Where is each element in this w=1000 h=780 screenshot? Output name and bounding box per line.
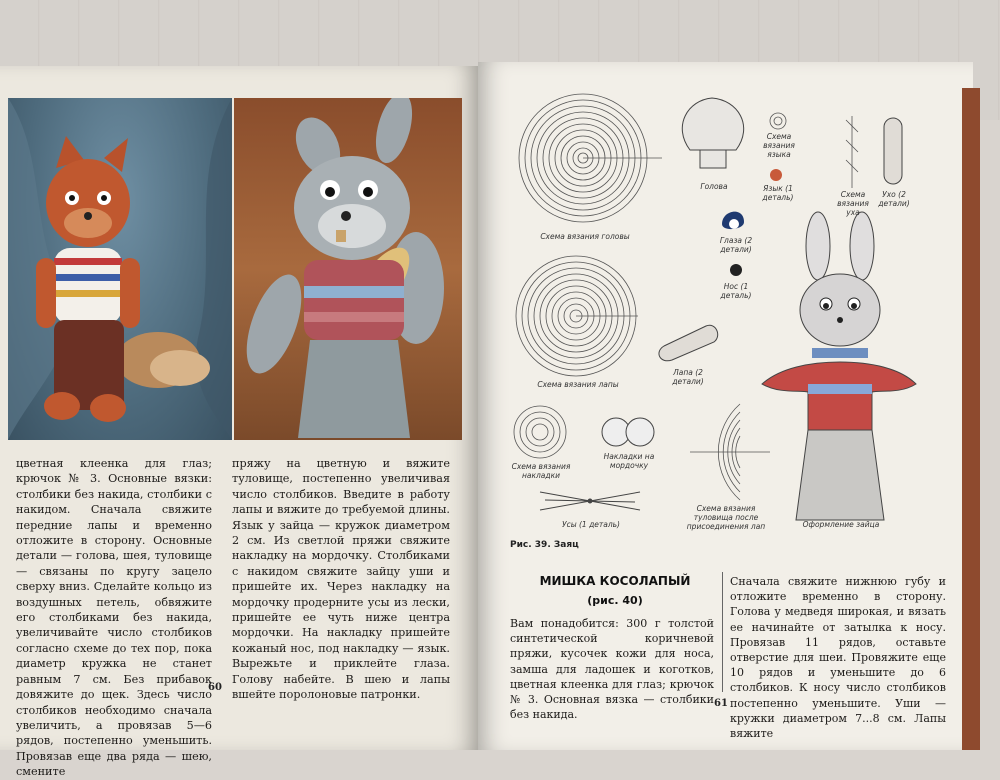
label-bunny: Оформление зайца	[802, 520, 880, 529]
paw-shape	[659, 325, 718, 361]
label-head-scheme: Схема вязания головы	[540, 232, 630, 241]
label-body-scheme: Схема вязания туловища после присоединения лап	[686, 504, 766, 531]
right-text-column-1: Вам понадобится: 300 г толстой синтетической коричневой пряжи, кусочек кожи для носа, замша для ладошек и коготков, цветная клеенка для глаз; крючок № 3. Основная вязка — столбики без накида.	[510, 617, 714, 722]
page-number-right: 61	[714, 698, 728, 709]
body-scheme-diagram	[690, 404, 770, 500]
whiskers-shape	[540, 492, 640, 510]
label-eyes: Глаза (2 детали)	[719, 236, 753, 254]
section-heading: МИШКА КОСОЛАПЫЙ	[539, 574, 691, 588]
label-ear: Ухо (2 детали)	[878, 190, 910, 208]
tongue-scheme-diagram	[770, 113, 786, 129]
ear-shape	[884, 118, 902, 184]
bunny-illustration	[762, 212, 916, 520]
figure-caption: Рис. 39. Заяц	[510, 540, 579, 550]
paw-scheme-diagram	[516, 256, 638, 376]
right-text-column-2: Сначала свяжите нижнюю губу и отложите временно в сторону. Голова у медведя широкая, и вязать ее начинайте от затылка к носу. Провязав 11 рядов, оставьте отверстие для шеи. Провяжите еще 10 рядов и уменьшите до 6 столбиков. К носу число столбиков постепенно уменьшите. Уши — кружки диаметром 7...8 см. Лапы вяжите	[730, 575, 946, 741]
label-head: Голова	[700, 182, 728, 191]
label-ear-scheme: Схема вязания уха	[837, 190, 869, 217]
overlay-scheme-diagram	[514, 406, 566, 458]
label-tongue-scheme: Схема вязания языка	[763, 132, 795, 159]
left-text-column-1: цветная клеенка для глаз; крючок № 3. Основные вязки: столбики без накида, столбики с накидом. Сначала свяжите передние лапы и временно отложите в сторону. Основные детали — голова, шея, туловище — связаны по кругу зацело сверху вниз. Сделайте кольцо из воздушных петель, обвяжите его столбиками без накида, увеличивайте число столбиков согласно схеме до тех пор, пока диаметр кружка не станет равным 7 см. Без прибавок довяжите до щек. Здесь число столбиков необходимо сначала увеличить, а провязав 5—6 рядов, постепенно уменьшить. Провязав еще два ряда — шею, смените	[16, 457, 212, 779]
label-whiskers: Усы (1 деталь)	[562, 520, 620, 529]
label-tongue: Язык (1 деталь)	[762, 184, 794, 202]
column-divider	[722, 572, 723, 692]
page-number-left: 60	[208, 682, 222, 693]
tongue-shape	[770, 169, 782, 181]
left-text-column-2: пряжу на цветную и вяжите туловище, постепенно увеличивая число столбиков. Введите в работу лапы и вяжите до требуемой длины. Язык у зайца — кружок диаметром 2 см. Из светлой пряжи свяжите накладку на мордочку. Столбиками с накидом свяжите зайцу уши и пришейте их. Через накладку на мордочку продерните усы из лески, пришейте ее чуть ниже центра мордочки. На накладку пришейте кожаный нос, под накладку — язык. Вырежьте и приклейте глаза. Голову набейте. В шею и лапы вшейте поролоновые патронки.	[232, 457, 450, 702]
nose-shape	[730, 264, 742, 276]
label-paw-scheme: Схема вязания лапы	[537, 380, 619, 389]
head-shape	[682, 98, 743, 168]
label-paw: Лапа (2 детали)	[672, 368, 704, 386]
label-overlay: Накладки на мордочку	[603, 452, 655, 470]
ear-scheme-diagram	[846, 116, 858, 188]
head-scheme-diagram	[519, 94, 662, 222]
label-overlay-scheme: Схема вязания накладки	[511, 462, 571, 480]
overlay-shape-right	[626, 418, 654, 446]
label-nose: Нос (1 деталь)	[720, 282, 752, 300]
section-subheading: (рис. 40)	[587, 594, 643, 607]
